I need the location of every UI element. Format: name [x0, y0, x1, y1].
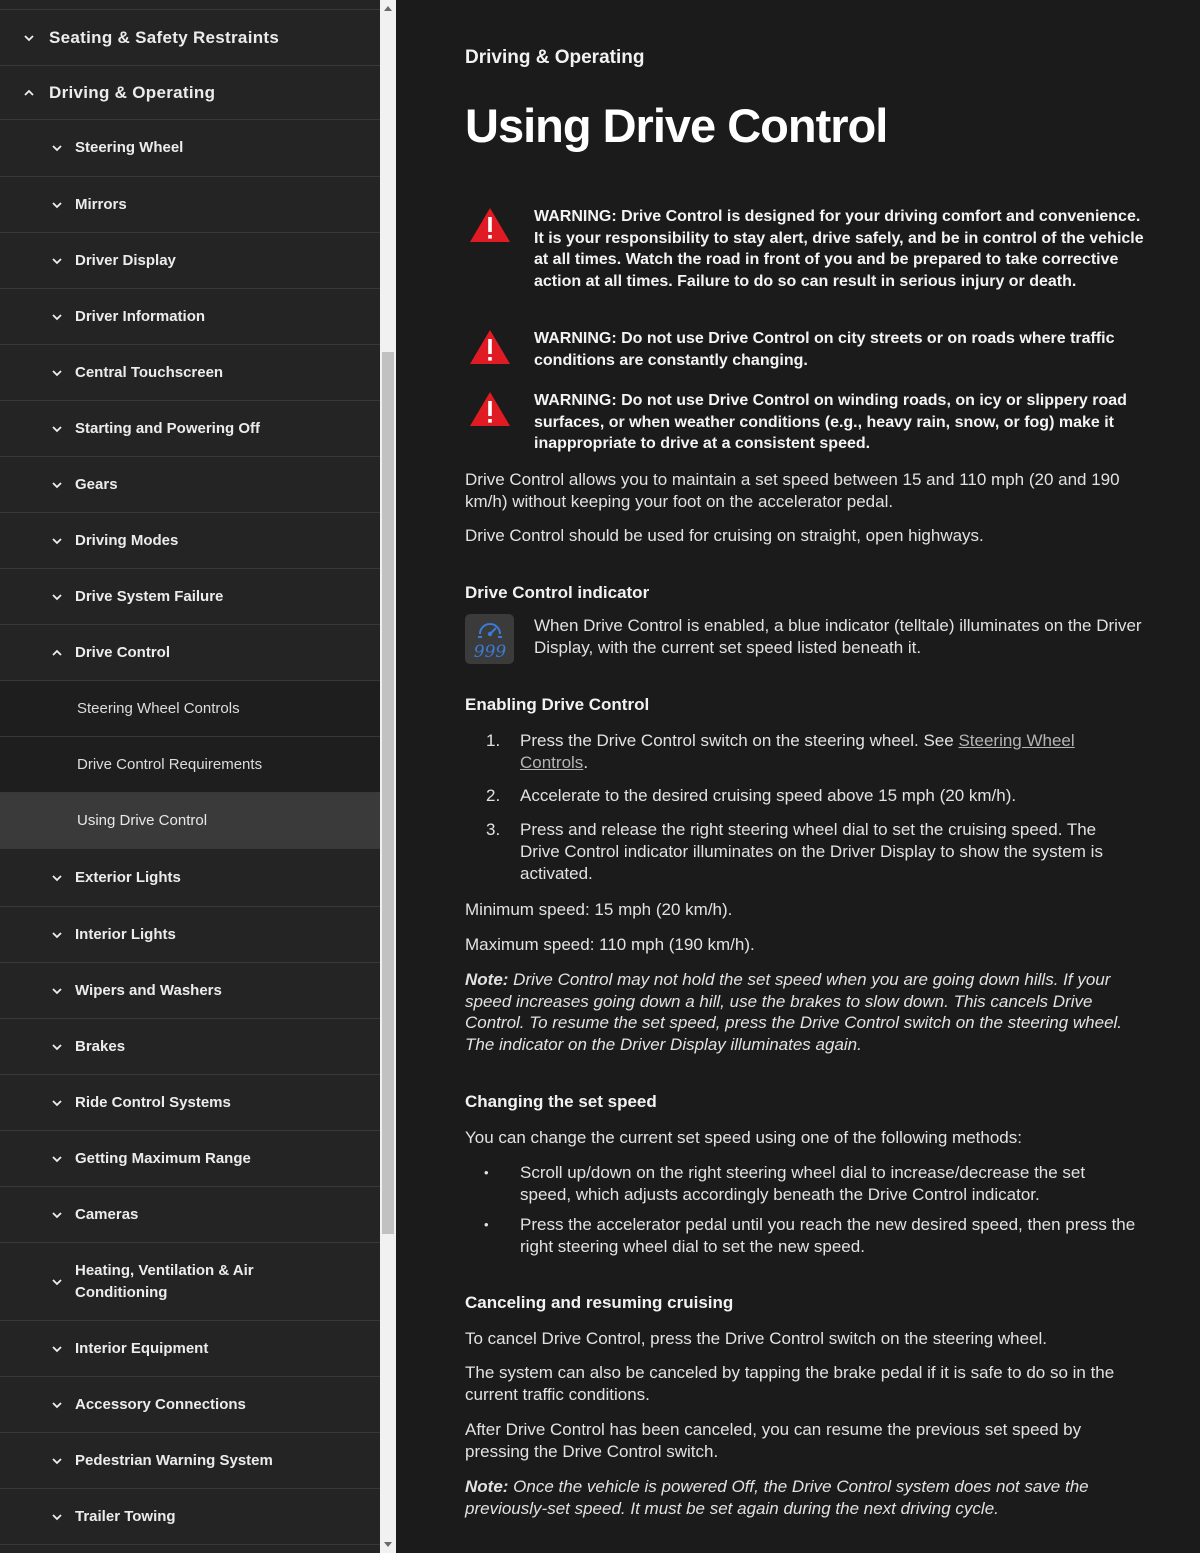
sidebar-item-label: Driver Information — [75, 307, 206, 325]
sidebar-item-hvac[interactable] — [0, 1243, 380, 1321]
sidebar-item-label: Pedestrian Warning System — [75, 1451, 273, 1469]
sidebar-item-trailer-towing[interactable] — [0, 1489, 380, 1545]
note-paragraph — [465, 969, 1150, 1056]
sidebar-item-label: Wipers and Washers — [75, 981, 222, 999]
section-heading-changing: Changing the set speed — [465, 1092, 657, 1111]
sidebar-item-brakes[interactable] — [0, 1019, 380, 1075]
sidebar-item-driver-information[interactable] — [0, 289, 380, 345]
sidebar-item-label: Driver Display — [75, 251, 176, 269]
warning-triangle-icon — [465, 390, 534, 455]
sidebar-subitem-label: Drive Control Requirements — [77, 756, 263, 773]
chevron-down-icon — [50, 1208, 64, 1222]
chevron-down-icon — [50, 366, 64, 380]
intro-paragraph: Drive Control should be used for cruising on straight, open highways. — [465, 526, 984, 545]
breadcrumb[interactable]: Driving & Operating — [465, 47, 645, 68]
sidebar-item-label: Heating, Ventilation & Air Conditioning — [75, 1261, 254, 1301]
sidebar-item-interior-equipment[interactable] — [0, 1321, 380, 1377]
sidebar-item-driving-modes[interactable] — [0, 513, 380, 569]
list-item — [465, 1162, 1150, 1205]
sidebar-item-label: Gears — [75, 475, 118, 493]
sidebar-item-label: Drive Control — [75, 643, 171, 661]
sidebar-item-central-touchscreen[interactable] — [0, 345, 380, 401]
cancel-paragraph: After Drive Control has been canceled, you can resume the previous set speed by pressing the Drive Control switch. — [465, 1420, 1082, 1461]
warning-text: WARNING: Do not use Drive Control on city streets or on roads where traffic conditions are constantly changing. — [534, 330, 1115, 369]
chevron-down-icon — [50, 1510, 64, 1524]
sidebar-scrollbar[interactable] — [380, 0, 396, 1553]
note-label: Note: — [465, 1477, 509, 1496]
chevron-down-icon — [50, 928, 64, 942]
warning-block — [465, 206, 1150, 293]
sidebar-item-label: Interior Equipment — [75, 1339, 209, 1357]
note-paragraph — [465, 1476, 1150, 1519]
sidebar-subitem-label: Steering Wheel Controls — [77, 700, 240, 717]
step-text: Accelerate to the desired cruising speed above 15 mph (20 km/h). — [520, 786, 1017, 806]
cancel-paragraph: To cancel Drive Control, press the Drive Control switch on the steering wheel. — [465, 1329, 1048, 1348]
chevron-down-icon — [50, 254, 64, 268]
telltale-speed-value: 999 — [473, 642, 506, 661]
sidebar-item-cameras[interactable] — [0, 1187, 380, 1243]
sidebar-item-label: Exterior Lights — [75, 868, 181, 886]
sidebar-section-driving-operating[interactable] — [0, 66, 380, 120]
sidebar-item-wipers-washers[interactable] — [0, 963, 380, 1019]
sidebar-subitem-steering-wheel-controls[interactable] — [0, 681, 380, 737]
page-title: Using Drive Control — [465, 99, 888, 152]
sidebar-item-label: Accessory Connections — [75, 1395, 246, 1413]
note-text: Once the vehicle is powered Off, the Drive Control system does not save the previously-set speed. It must be set again during the next driving cycle. — [465, 1477, 1089, 1518]
chevron-down-icon — [50, 1342, 64, 1356]
warning-text: WARNING: Drive Control is designed for your driving comfort and convenience. It is your responsibility to stay alert, drive safely, and be in control of the vehicle at all times. Watch the road in front of you and be prepared to take corrective action at all times. Failure to do so can result in serious injury or death. — [534, 208, 1144, 291]
step-text: Press and release the right steering wheel dial to set the cruising speed. The Drive Control indicator illuminates on the Driver Display to show the system is activated. — [520, 820, 1103, 883]
indicator-row — [465, 614, 1150, 664]
chevron-down-icon — [50, 422, 64, 436]
scroll-up-arrow-icon[interactable] — [380, 0, 396, 16]
chevron-down-icon — [50, 478, 64, 492]
sidebar-item-gears[interactable] — [0, 457, 380, 513]
step-text-part: Press the Drive Control switch on the steering wheel. See — [520, 731, 959, 750]
section-heading-enabling: Enabling Drive Control — [465, 695, 650, 714]
chevron-down-icon — [50, 871, 64, 885]
sidebar-item-label: Steering Wheel — [75, 139, 184, 156]
sidebar-item-label: Trailer Towing — [75, 1507, 176, 1525]
note-text: Drive Control may not hold the set speed when you are going down hills. If your speed increases going down a hill, use the brakes to slow down. This cancels Drive Control. To resume the set speed, press the Drive Control switch on the steering wheel. The indicator on the Driver Display illuminates again. — [465, 970, 1123, 1055]
list-item — [465, 1214, 1150, 1257]
sidebar-subitem-using-drive-control[interactable] — [0, 793, 380, 849]
sidebar-item-pedestrian-warning-system[interactable] — [0, 1433, 380, 1489]
min-speed-text: Minimum speed: 15 mph (20 km/h). — [465, 900, 733, 919]
sidebar-item-drive-control[interactable] — [0, 625, 380, 681]
chevron-down-icon — [50, 1096, 64, 1110]
warning-block — [465, 390, 1150, 455]
step-number: 3. — [486, 820, 501, 840]
scroll-down-arrow-icon[interactable] — [380, 1537, 396, 1553]
main-content — [396, 0, 1200, 1553]
sidebar-section-label: Seating & Safety Restraints — [49, 27, 280, 47]
changing-intro: You can change the current set speed using one of the following methods: — [465, 1128, 1022, 1147]
step-text-part: . — [583, 752, 589, 772]
chevron-down-icon — [50, 534, 64, 548]
bullet: • — [484, 1165, 489, 1180]
sidebar-item-label: Central Touchscreen — [75, 363, 224, 381]
sidebar-item-label: Starting and Powering Off — [75, 419, 261, 437]
chevron-down-icon — [50, 1040, 64, 1054]
bullet-text: Scroll up/down on the right steering wheel dial to increase/decrease the set speed, which adjusts accordingly beneath the Drive Control indicator. — [520, 1163, 1086, 1204]
chevron-down-icon — [50, 141, 64, 155]
step-text — [520, 730, 1140, 773]
sidebar-item-label: Mirrors — [75, 195, 127, 213]
sidebar-item-driver-display[interactable] — [0, 233, 380, 289]
list-item — [465, 785, 1150, 807]
sidebar-section-seating-safety[interactable] — [0, 10, 380, 66]
sidebar-item-label: Ride Control Systems — [75, 1093, 231, 1111]
list-item — [465, 730, 1150, 773]
sidebar-item-label: Brakes — [75, 1037, 126, 1055]
chevron-up-icon — [22, 86, 36, 100]
indicator-description: When Drive Control is enabled, a blue indicator (telltale) illuminates on the Driver Display, with the current set speed listed beneath it. — [534, 616, 1142, 657]
chevron-up-icon — [50, 646, 64, 660]
sidebar-item-label: Getting Maximum Range — [75, 1149, 251, 1167]
enabling-steps-list — [465, 730, 1150, 896]
sidebar-item-label: Interior Lights — [75, 925, 176, 943]
sidebar-section-label: Driving & Operating — [49, 82, 216, 102]
sidebar-item-starting-powering-off[interactable] — [0, 401, 380, 457]
sidebar-item-steering-wheel[interactable] — [0, 120, 380, 177]
intro-paragraph: Drive Control allows you to maintain a set speed between 15 and 110 mph (20 and 190 km/h) without keeping your foot on the accelerator pedal. — [465, 470, 1120, 511]
note-label: Note: — [465, 970, 509, 989]
warning-triangle-icon — [465, 206, 534, 293]
sidebar-nav — [0, 0, 380, 1553]
sidebar-item-getting-maximum-range[interactable] — [0, 1131, 380, 1187]
changing-methods-list — [465, 1162, 1150, 1267]
sidebar-item-label: Cameras — [75, 1205, 139, 1223]
step-number: 2. — [486, 786, 501, 806]
warning-text: WARNING: Do not use Drive Control on winding roads, on icy or slippery road surfaces, or when weather conditions (e.g., heavy rain, snow, or fog) make it inappropriate to drive at a consistent speed. — [534, 392, 1127, 453]
sidebar-item-ride-control-systems[interactable] — [0, 1075, 380, 1131]
step-number: 1. — [486, 731, 501, 750]
chevron-down-icon — [50, 1454, 64, 1468]
list-item — [465, 819, 1150, 884]
chevron-down-icon — [50, 198, 64, 212]
sidebar-item-drive-system-failure[interactable] — [0, 569, 380, 625]
drive-control-telltale-icon — [465, 614, 514, 664]
max-speed-text: Maximum speed: 110 mph (190 km/h). — [465, 935, 755, 954]
section-heading-canceling: Canceling and resuming cruising — [465, 1293, 734, 1312]
sidebar-item-exterior-lights[interactable] — [0, 849, 380, 907]
steering-wheel-controls-link[interactable]: Steering Wheel Controls — [520, 731, 1075, 772]
chevron-down-icon — [50, 590, 64, 604]
chevron-down-icon — [22, 31, 36, 45]
sidebar-subitem-label: Using Drive Control — [77, 812, 208, 829]
chevron-down-icon — [50, 1398, 64, 1412]
sidebar-top-divider — [0, 0, 380, 10]
warning-triangle-icon — [465, 328, 534, 371]
section-heading-indicator: Drive Control indicator — [465, 583, 650, 602]
sidebar-item-mirrors[interactable] — [0, 177, 380, 233]
chevron-down-icon — [50, 1152, 64, 1166]
bullet: • — [484, 1217, 489, 1233]
bullet-text: Press the accelerator pedal until you reach the new desired speed, then press the right steering wheel dial to set the new speed. — [520, 1215, 1136, 1257]
sidebar-item-interior-lights[interactable] — [0, 907, 380, 963]
chevron-down-icon — [50, 310, 64, 324]
sidebar-item-label: Drive System Failure — [75, 587, 224, 605]
sidebar-item-label: Driving Modes — [75, 531, 179, 549]
sidebar-subitem-drive-control-requirements[interactable] — [0, 737, 380, 793]
cancel-paragraph: The system can also be canceled by tapping the brake pedal if it is safe to do so in the current traffic conditions. — [465, 1363, 1115, 1404]
warning-block — [465, 328, 1150, 371]
chevron-down-icon — [50, 1275, 64, 1289]
sidebar-item-accessory-connections[interactable] — [0, 1377, 380, 1433]
scrollbar-thumb[interactable] — [382, 352, 394, 1234]
chevron-down-icon — [50, 984, 64, 998]
